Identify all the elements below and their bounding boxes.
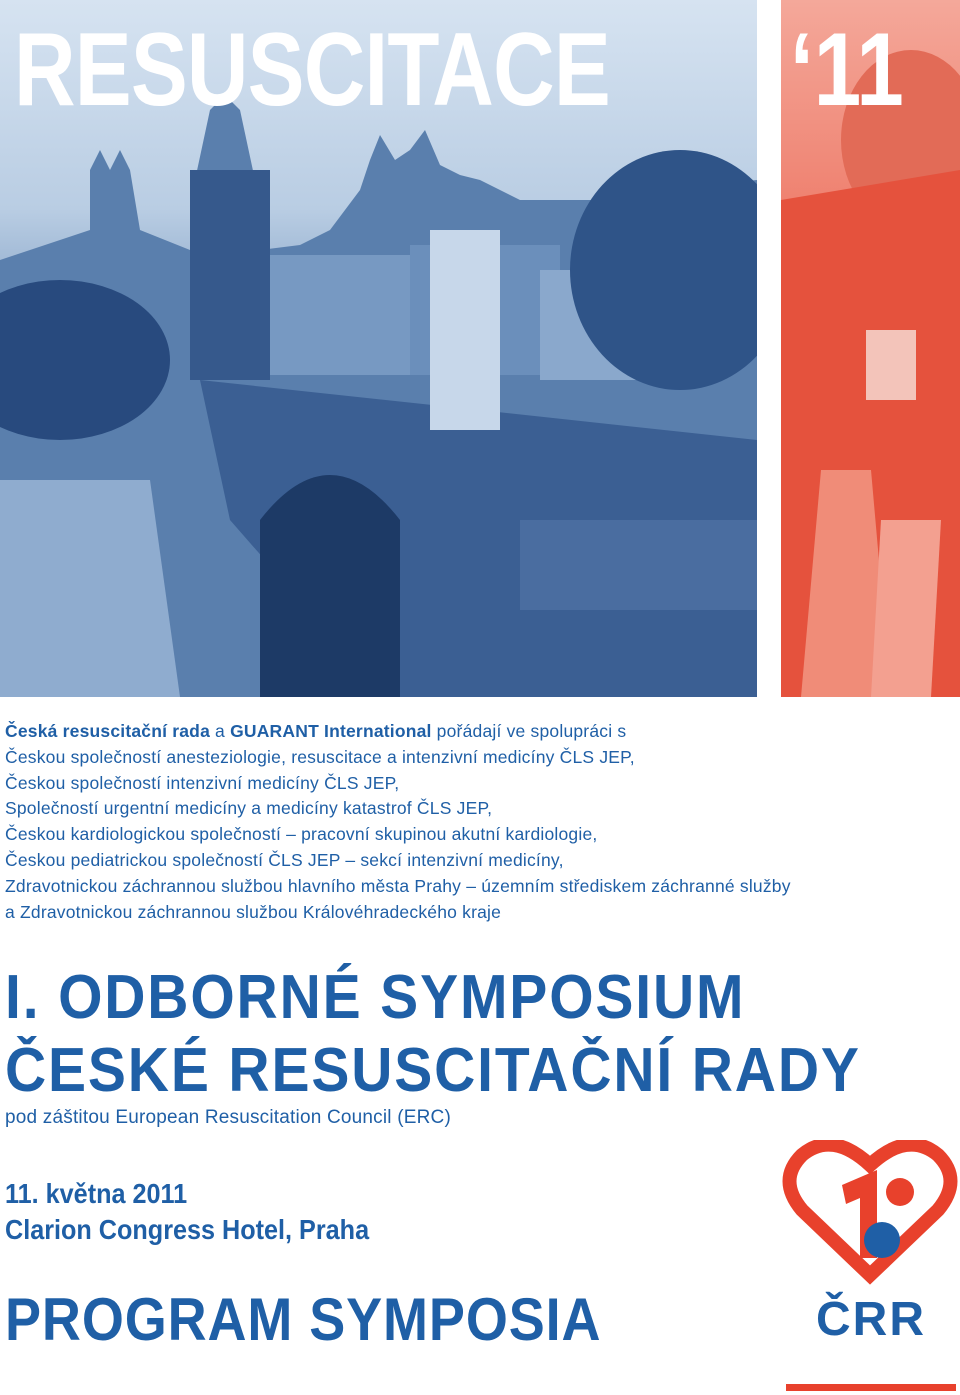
intro-connector: a	[210, 721, 231, 741]
event-venue: Clarion Congress Hotel, Praha	[5, 1214, 370, 1245]
intro-line-organizers	[5, 719, 905, 745]
patronage-text: pod záštitou European Resuscitation Council (ERC)	[5, 1107, 451, 1128]
logo-underline	[786, 1384, 956, 1391]
organizer-crr: Česká resuscitační rada	[5, 721, 210, 741]
organizer-guarant: GUARANT International	[230, 721, 432, 741]
title-resuscitace: RESUSCITACE	[14, 12, 610, 128]
title-year: ‘11	[790, 12, 904, 128]
event-date: 11. května 2011	[5, 1178, 188, 1209]
symposium-heading-line2: ČESKÉ RESUSCITAČNÍ RADY	[5, 1036, 861, 1105]
partner-line: Českou pediatrickou společností ČLS JEP – sekcí intenzivní medicíny,	[5, 849, 564, 870]
crr-heart-logo	[782, 1140, 958, 1390]
partner-line: Českou společností intenzivní medicíny ČLS JEP,	[5, 772, 400, 793]
partner-line: Společností urgentní medicíny a medicíny katastrof ČLS JEP,	[5, 798, 493, 819]
partner-line: a Zdravotnickou záchrannou službou Královéhradeckého kraje	[5, 901, 502, 922]
intro-text	[5, 719, 905, 925]
partner-line: Zdravotnickou záchrannou službou hlavního města Prahy – územním střediskem záchranné služby	[5, 875, 791, 896]
crr-logo-text: ČRR	[816, 1293, 926, 1346]
partner-line: Českou společností anesteziologie, resuscitace a intenzivní medicíny ČLS JEP,	[5, 746, 635, 767]
symposium-heading-line1: I. ODBORNÉ SYMPOSIUM	[5, 963, 746, 1032]
intro-cooperation: pořádají ve spolupráci s	[431, 721, 627, 741]
program-title: PROGRAM SYMPOSIA	[5, 1286, 602, 1353]
partner-line: Českou kardiologickou společností – pracovní skupinou akutní kardiologie,	[5, 824, 598, 845]
